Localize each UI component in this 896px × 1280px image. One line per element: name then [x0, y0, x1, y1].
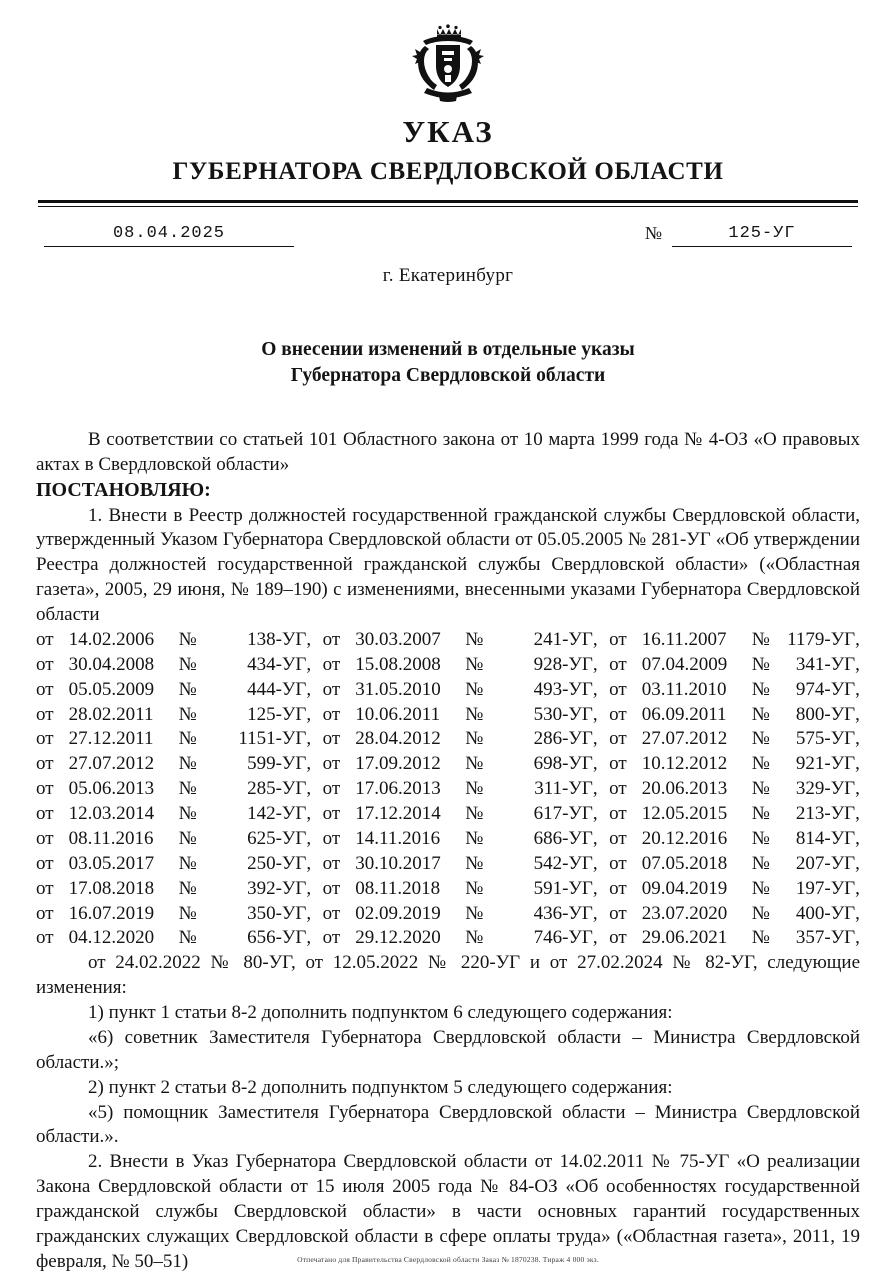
- cell-from: от: [322, 778, 341, 800]
- cell-no: №: [465, 927, 484, 949]
- subitem-1-text: «6) советник Заместителя Губернатора Свердловской области – Министра Свердловской области.»;: [36, 1026, 860, 1073]
- cell-date: 17.09.2012: [355, 753, 441, 775]
- cell-date: 31.05.2010: [355, 678, 441, 700]
- cell-sep: ,: [855, 827, 860, 849]
- cell-number: 814-УГ: [795, 827, 856, 849]
- cell-number: 1179-УГ: [787, 628, 856, 650]
- cell-sep: ,: [306, 728, 312, 750]
- cell-from: от: [609, 728, 627, 750]
- cell-sep: ,: [855, 728, 860, 750]
- cell-sep: ,: [855, 678, 860, 700]
- cell-sep: ,: [592, 678, 598, 700]
- cell-from: от: [36, 803, 54, 825]
- cell-sep: ,: [592, 703, 598, 725]
- cell-from: от: [36, 653, 54, 675]
- cell-sep: ,: [855, 778, 860, 800]
- cell-date: 20.12.2016: [641, 827, 728, 849]
- table-row: [36, 777, 860, 802]
- cell-number: 625-УГ: [247, 827, 307, 849]
- cell-no: №: [751, 927, 770, 949]
- table-row: [36, 827, 860, 852]
- cell-date: 06.09.2011: [641, 703, 727, 725]
- cell-from: от: [322, 628, 341, 650]
- cell-number: 142-УГ: [247, 803, 307, 825]
- cell-from: от: [322, 927, 341, 949]
- cell-no: №: [465, 902, 484, 924]
- cell-sep: ,: [855, 927, 860, 949]
- cell-date: 05.05.2009: [68, 678, 155, 700]
- cell-from: от: [36, 703, 54, 725]
- cell-number: 392-УГ: [247, 877, 307, 899]
- cell-date: 12.03.2014: [68, 803, 155, 825]
- cell-no: №: [751, 628, 770, 650]
- cell-from: от: [609, 902, 627, 924]
- cell-no: №: [465, 753, 484, 775]
- table-row: [36, 678, 860, 703]
- cell-number: 921-УГ: [795, 753, 856, 775]
- cell-no: №: [178, 728, 197, 750]
- cell-no: №: [178, 902, 197, 924]
- cell-date: 28.04.2012: [355, 728, 441, 750]
- document-title: УКАЗ: [402, 114, 494, 149]
- cell-no: №: [751, 753, 770, 775]
- document-number: 125-УГ: [672, 224, 852, 247]
- cell-no: №: [465, 778, 484, 800]
- cell-number: 928-УГ: [533, 653, 593, 675]
- cell-from: от: [36, 753, 54, 775]
- cell-number: 599-УГ: [247, 753, 307, 775]
- cell-sep: ,: [592, 902, 598, 924]
- cell-number: 357-УГ: [795, 927, 856, 949]
- table-row: [36, 802, 860, 827]
- cell-date: 14.11.2016: [355, 827, 441, 849]
- cell-number: 138-УГ: [247, 628, 307, 650]
- subitem-2-text: «5) помощник Заместителя Губернатора Свердловской области – Министра Свердловской области.».: [36, 1101, 860, 1148]
- cell-number: 530-УГ: [533, 703, 593, 725]
- cell-number: 800-УГ: [795, 703, 856, 725]
- cell-no: №: [178, 927, 197, 949]
- cell-no: №: [178, 703, 197, 725]
- cell-number: 329-УГ: [795, 778, 856, 800]
- cell-date: 30.04.2008: [68, 653, 155, 675]
- cell-sep: ,: [855, 653, 860, 675]
- cell-from: от: [609, 703, 627, 725]
- cell-no: №: [751, 678, 770, 700]
- cell-sep: ,: [592, 803, 598, 825]
- cell-date: 15.08.2008: [355, 653, 441, 675]
- cell-no: №: [465, 877, 484, 899]
- cell-from: от: [36, 927, 54, 949]
- cell-number: 341-УГ: [795, 653, 856, 675]
- cell-sep: ,: [306, 927, 312, 949]
- cell-no: №: [751, 703, 770, 725]
- cell-no: №: [178, 678, 197, 700]
- cell-from: от: [609, 827, 627, 849]
- cell-sep: ,: [592, 653, 598, 675]
- header-divider: [38, 200, 858, 207]
- cell-from: от: [322, 728, 341, 750]
- cell-number: 250-УГ: [247, 852, 307, 874]
- cell-date: 02.09.2019: [355, 902, 441, 924]
- cell-date: 05.06.2013: [68, 778, 155, 800]
- document-subtitle: ГУБЕРНАТОРА СВЕРДЛОВСКОЙ ОБЛАСТИ: [172, 158, 724, 185]
- cell-date: 17.06.2013: [355, 778, 441, 800]
- cell-no: №: [751, 852, 770, 874]
- cell-from: от: [609, 778, 627, 800]
- cell-number: 974-УГ: [795, 678, 856, 700]
- cell-no: №: [465, 803, 484, 825]
- cell-number: 350-УГ: [247, 902, 307, 924]
- cell-date: 29.06.2021: [641, 927, 728, 949]
- cell-sep: ,: [306, 827, 312, 849]
- cell-from: от: [36, 827, 54, 849]
- coat-of-arms-icon: [409, 22, 487, 106]
- cell-date: 17.08.2018: [68, 877, 155, 899]
- cell-date: 20.06.2013: [641, 778, 728, 800]
- cell-from: от: [36, 728, 54, 750]
- decree-word: ПОСТАНОВЛЯЮ:: [36, 479, 211, 502]
- cell-number: 285-УГ: [247, 778, 307, 800]
- cell-from: от: [609, 628, 627, 650]
- cell-from: от: [36, 852, 54, 874]
- cell-no: №: [465, 852, 484, 874]
- cell-date: 07.05.2018: [641, 852, 728, 874]
- cell-from: от: [322, 827, 341, 849]
- cell-from: от: [36, 778, 54, 800]
- cell-number: 698-УГ: [533, 753, 593, 775]
- cell-sep: ,: [306, 902, 312, 924]
- amending-decrees-table: [36, 628, 860, 951]
- subitem-2-intro: 2) пункт 2 статьи 8-2 дополнить подпунктом 5 следующего содержания:: [88, 1076, 673, 1098]
- cell-sep: ,: [855, 803, 860, 825]
- cell-number: 746-УГ: [533, 927, 593, 949]
- item-1-intro: 1. Внести в Реестр должностей государственной гражданской службы Свердловской области, утвержденный Указом Губернатора Свердловской области от 05.05.2005 № 281-УГ «Об утверждении Реестра должностей государственной гражданской службы Свердловской области» («Областная газета», 2005, 29 июня, № 189–190) с изменениями, внесенными указами Губернатора Свердловской области: [36, 504, 860, 626]
- cell-from: от: [322, 703, 341, 725]
- cell-number: 444-УГ: [247, 678, 307, 700]
- coat-of-arms-container: [36, 22, 860, 108]
- cell-number: 656-УГ: [247, 927, 307, 949]
- cell-sep: ,: [592, 927, 598, 949]
- table-row: [36, 877, 860, 902]
- subitem-1-intro: 1) пункт 1 статьи 8-2 дополнить подпунктом 6 следующего содержания:: [88, 1002, 673, 1024]
- print-footer: Отпечатано для Правительства Свердловской области Заказ № 1870238. Тираж 4 000 экз.: [297, 1255, 599, 1264]
- cell-number: 575-УГ: [795, 728, 856, 750]
- cell-no: №: [465, 678, 484, 700]
- table-row: [36, 727, 860, 752]
- cell-sep: ,: [306, 753, 312, 775]
- cell-no: №: [751, 827, 770, 849]
- cell-date: 09.04.2019: [641, 877, 728, 899]
- cell-from: от: [322, 803, 341, 825]
- cell-no: №: [465, 653, 484, 675]
- cell-from: от: [322, 653, 341, 675]
- cell-number: 197-УГ: [795, 877, 856, 899]
- cell-from: от: [609, 852, 627, 874]
- cell-date: 27.07.2012: [68, 753, 155, 775]
- cell-date: 23.07.2020: [641, 902, 728, 924]
- cell-number: 542-УГ: [533, 852, 593, 874]
- cell-from: от: [609, 877, 627, 899]
- cell-from: от: [609, 927, 627, 949]
- cell-no: №: [178, 803, 197, 825]
- cell-number: 241-УГ: [533, 628, 593, 650]
- cell-number: 493-УГ: [533, 678, 593, 700]
- cell-sep: ,: [306, 703, 312, 725]
- document-meta-row: [36, 223, 860, 247]
- cell-date: 12.05.2015: [641, 803, 728, 825]
- table-row: [36, 926, 860, 951]
- cell-from: от: [322, 678, 341, 700]
- cell-date: 08.11.2018: [355, 877, 441, 899]
- cell-date: 07.04.2009: [641, 653, 728, 675]
- table-row: [36, 653, 860, 678]
- cell-from: от: [609, 803, 627, 825]
- cell-from: от: [322, 877, 341, 899]
- cell-no: №: [178, 852, 197, 874]
- cell-sep: ,: [855, 852, 860, 874]
- cell-number: 434-УГ: [247, 653, 307, 675]
- intro-paragraph: В соответствии со статьей 101 Областного закона от 10 марта 1999 года № 4-ОЗ «О правовых актах в Свердловской области»: [36, 428, 860, 475]
- cell-from: от: [609, 678, 627, 700]
- cell-date: 04.12.2020: [68, 927, 155, 949]
- cell-no: №: [465, 703, 484, 725]
- cell-no: №: [178, 628, 197, 650]
- cell-no: №: [751, 877, 770, 899]
- cell-no: №: [178, 877, 197, 899]
- cell-date: 08.11.2016: [68, 827, 154, 849]
- cell-no: №: [465, 827, 484, 849]
- cell-no: №: [751, 728, 770, 750]
- cell-sep: ,: [592, 728, 598, 750]
- document-body: [36, 428, 860, 1275]
- cell-date: 17.12.2014: [355, 803, 441, 825]
- cell-sep: ,: [306, 852, 312, 874]
- cell-date: 29.12.2020: [355, 927, 441, 949]
- cell-sep: ,: [855, 902, 860, 924]
- cell-sep: ,: [306, 653, 312, 675]
- cell-from: от: [36, 678, 54, 700]
- cell-from: от: [36, 628, 54, 650]
- cell-sep: ,: [855, 877, 860, 899]
- document-city: г. Екатеринбург: [382, 265, 514, 286]
- cell-from: от: [609, 753, 627, 775]
- cell-number: 286-УГ: [533, 728, 593, 750]
- table-row: [36, 628, 860, 653]
- cell-sep: ,: [306, 778, 312, 800]
- cell-date: 27.12.2011: [68, 728, 154, 750]
- cell-number: 125-УГ: [247, 703, 307, 725]
- document-date: 08.04.2025: [44, 224, 294, 247]
- cell-number: 1151-УГ: [238, 728, 307, 750]
- cell-no: №: [465, 628, 484, 650]
- cell-number: 436-УГ: [533, 902, 593, 924]
- cell-from: от: [322, 753, 341, 775]
- table-row: [36, 703, 860, 728]
- cell-from: от: [609, 653, 627, 675]
- heading-line-1: О внесении изменений в отдельные указы: [261, 339, 635, 360]
- cell-date: 14.02.2006: [68, 628, 155, 650]
- cell-from: от: [36, 877, 54, 899]
- cell-date: 16.11.2007: [641, 628, 727, 650]
- amendments-tail: от 24.02.2022 № 80-УГ, от 12.05.2022 № 220-УГ и от 27.02.2024 № 82-УГ, следующие изменения:: [36, 952, 860, 999]
- cell-date: 30.03.2007: [355, 628, 441, 650]
- cell-number: 207-УГ: [795, 852, 856, 874]
- cell-number: 617-УГ: [533, 803, 593, 825]
- cell-number: 400-УГ: [795, 902, 856, 924]
- cell-sep: ,: [855, 753, 860, 775]
- cell-sep: ,: [306, 803, 312, 825]
- table-row: [36, 852, 860, 877]
- cell-date: 27.07.2012: [641, 728, 728, 750]
- cell-date: 03.11.2010: [641, 678, 727, 700]
- cell-date: 28.02.2011: [68, 703, 154, 725]
- cell-date: 10.06.2011: [355, 703, 441, 725]
- cell-sep: ,: [592, 628, 598, 650]
- number-sign-label: №: [644, 223, 662, 243]
- cell-number: 311-УГ: [534, 778, 593, 800]
- cell-date: 30.10.2017: [355, 852, 441, 874]
- cell-no: №: [178, 653, 197, 675]
- cell-sep: ,: [855, 628, 860, 650]
- amending-decrees-body: [36, 628, 860, 951]
- cell-no: №: [465, 728, 484, 750]
- table-row: [36, 752, 860, 777]
- cell-sep: ,: [306, 628, 312, 650]
- cell-from: от: [322, 852, 341, 874]
- cell-number: 591-УГ: [533, 877, 593, 899]
- cell-sep: ,: [592, 778, 598, 800]
- document-heading: [36, 337, 860, 390]
- cell-number: 213-УГ: [795, 803, 856, 825]
- cell-from: от: [36, 902, 54, 924]
- cell-sep: ,: [592, 753, 598, 775]
- cell-no: №: [178, 827, 197, 849]
- cell-sep: ,: [855, 703, 860, 725]
- item-2-text: 2. Внести в Указ Губернатора Свердловской области от 14.02.2011 № 75-УГ «О реализации Закона Свердловской области от 15 июля 2005 года № 84-ОЗ «Об особенностях государственной гражданской службы Свердловской области» в части основных гарантий государственных гражданских служащих Свердловской области в сфере оплаты труда» («Областная газета», 2011, 19 февраля, № 50–51): [36, 1151, 860, 1272]
- cell-no: №: [751, 902, 770, 924]
- cell-no: №: [178, 778, 197, 800]
- cell-number: 686-УГ: [533, 827, 593, 849]
- cell-no: №: [751, 653, 770, 675]
- cell-sep: ,: [306, 678, 312, 700]
- cell-from: от: [322, 902, 341, 924]
- cell-no: №: [178, 753, 197, 775]
- cell-sep: ,: [592, 827, 598, 849]
- cell-date: 16.07.2019: [68, 902, 155, 924]
- cell-sep: ,: [592, 852, 598, 874]
- cell-sep: ,: [306, 877, 312, 899]
- cell-no: №: [751, 803, 770, 825]
- document-number-group: [645, 223, 852, 247]
- cell-sep: ,: [592, 877, 598, 899]
- heading-line-2: Губернатора Свердловской области: [290, 365, 606, 387]
- cell-date: 10.12.2012: [641, 753, 728, 775]
- cell-date: 03.05.2017: [68, 852, 155, 874]
- table-row: [36, 902, 860, 927]
- cell-no: №: [751, 778, 770, 800]
